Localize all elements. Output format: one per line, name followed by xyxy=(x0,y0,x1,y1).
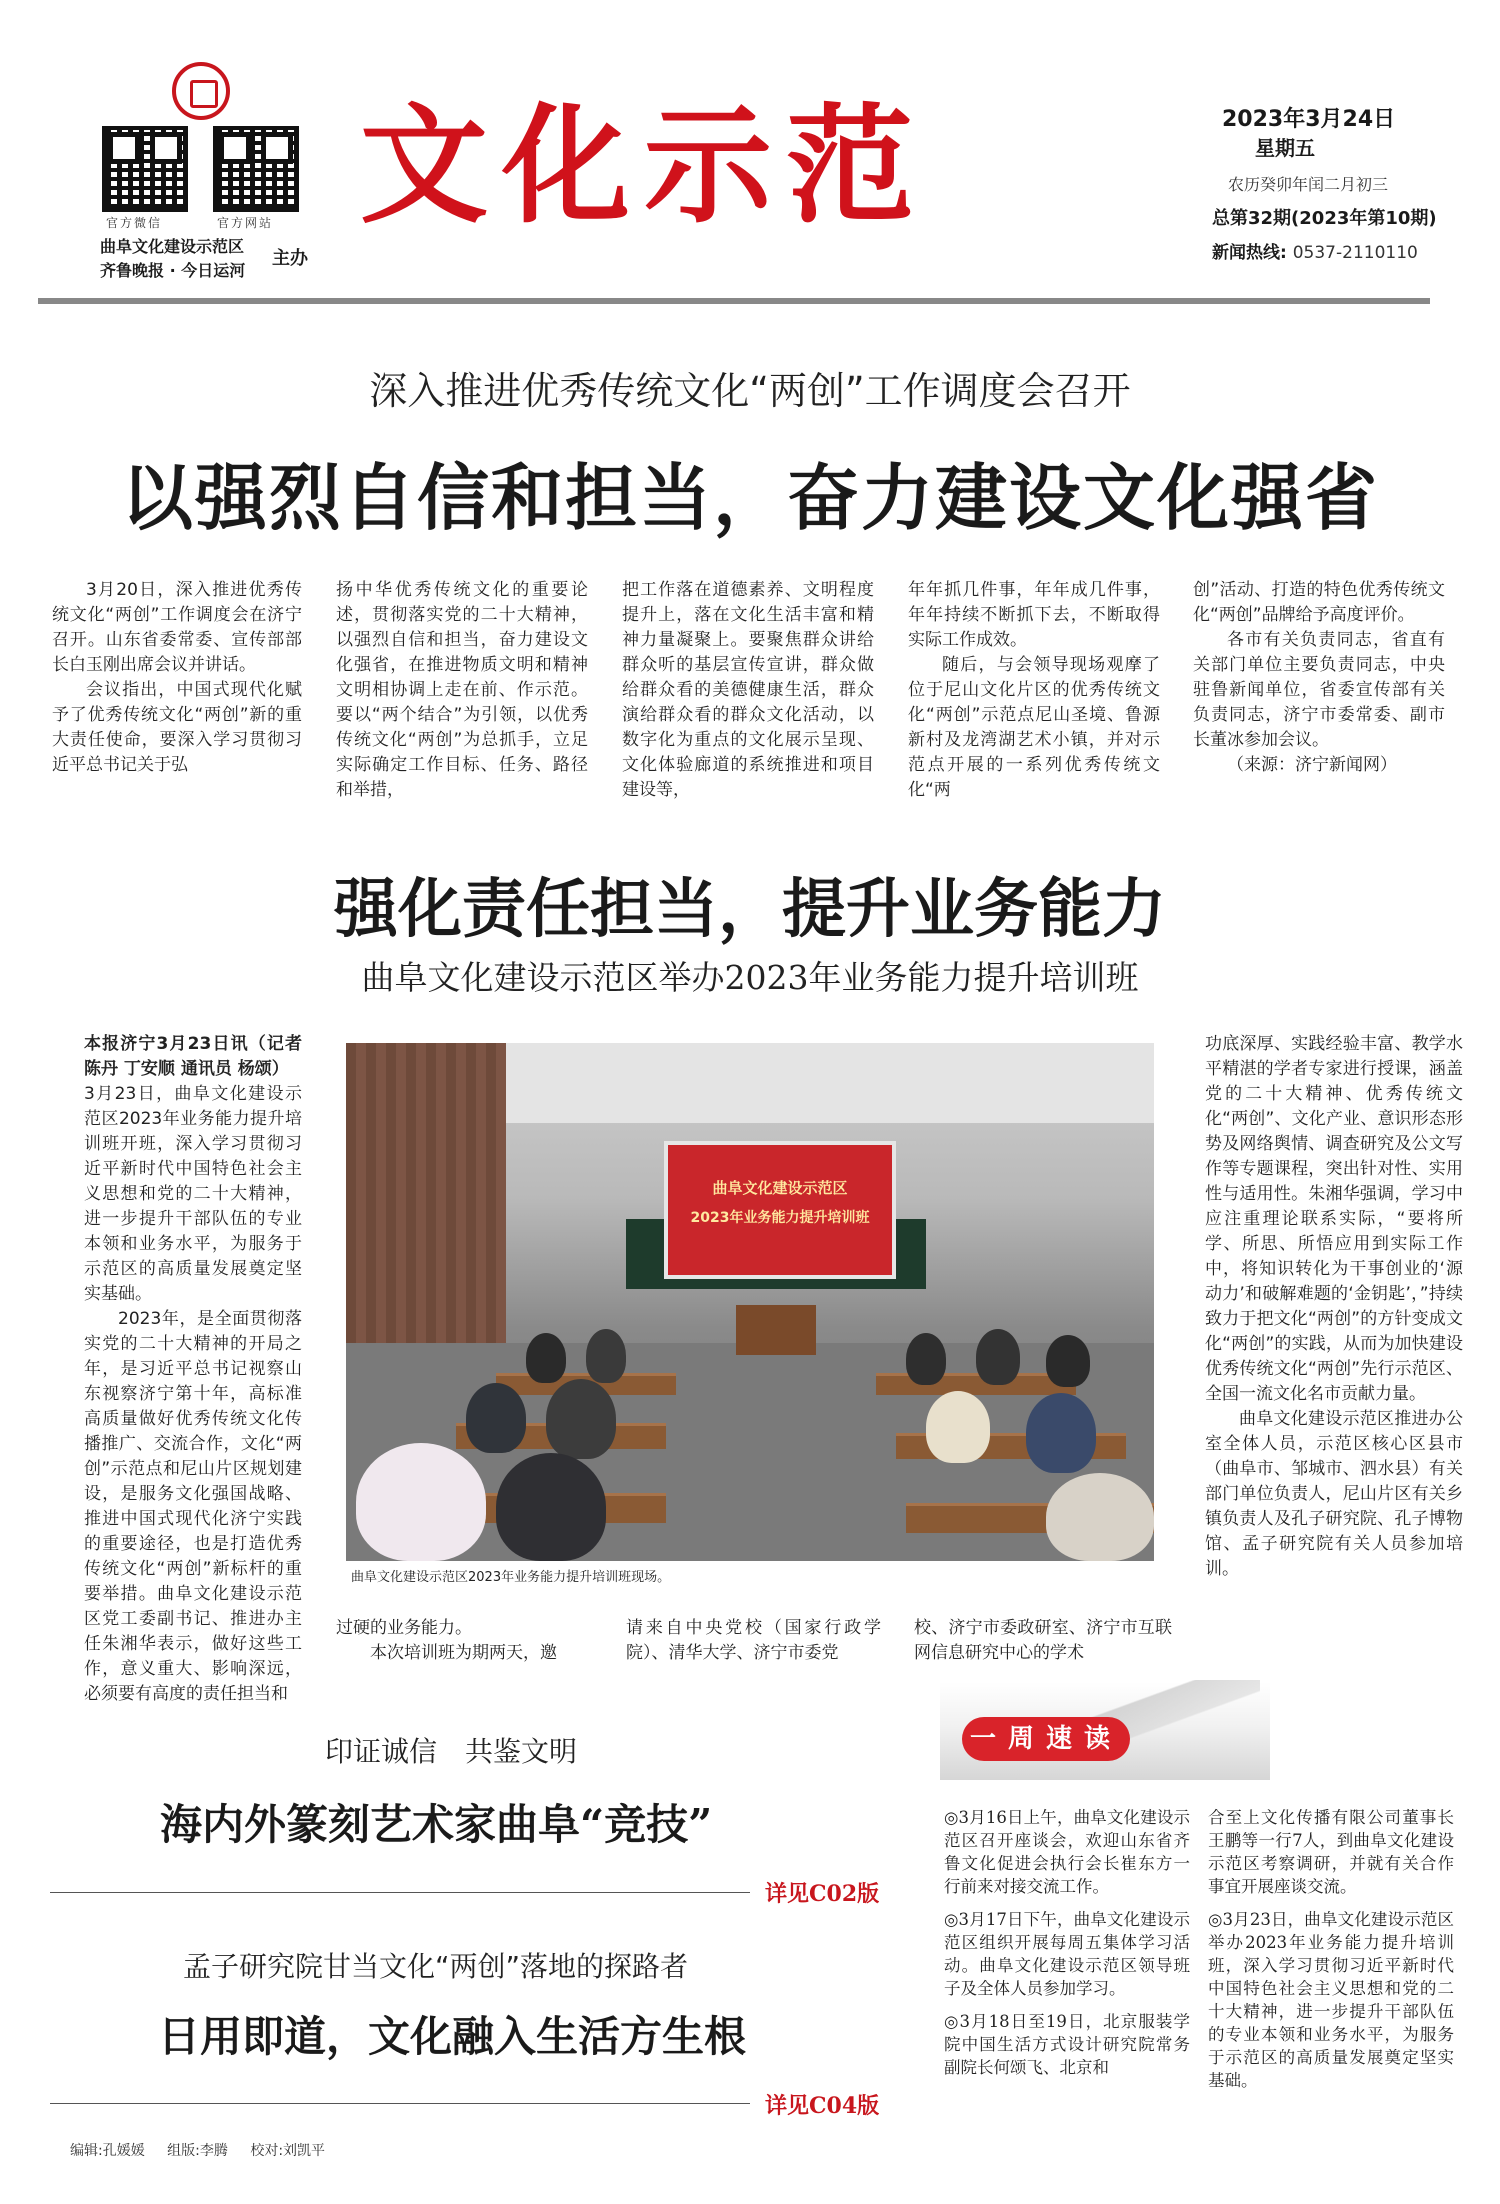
dateline: 本报济宁3月23日讯（记者 陈丹 丁安顺 通讯员 杨颂） xyxy=(84,1034,302,1079)
second-bottom-col-1 xyxy=(336,1616,588,1666)
second-bottom-col-3 xyxy=(914,1616,1172,1666)
issue-number: 总第32期(2023年第10期) xyxy=(1212,208,1437,229)
desk xyxy=(876,1373,1076,1395)
paragraph: 曲阜文化建设示范区推进办公室全体人员，示范区核心区县市（曲阜市、邹城市、泗水县）有关部门单位负责人，尼山片区有关乡镇负责人及孔子研究院、孔子博物馆、孟子研究院有关人员参加培训。 xyxy=(1205,1409,1463,1579)
paragraph: 3月23日，曲阜文化建设示范区2023年业务能力提升培训班开班，深入学习贯彻习近平新时代中国特色社会主义思想和党的二十大精神，进一步提升干部队伍的专业本领和业务水平，为服务于示范区的高质量发展奠定坚实基础。 xyxy=(84,1084,302,1304)
paragraph: 各市有关负责同志，省直有关部门单位主要负责同志，中央驻鲁新闻单位，省委宣传部有关负责同志，济宁市委常委、副市长董冰参加会议。 xyxy=(1193,630,1445,750)
wechat-qr-code[interactable] xyxy=(102,126,188,212)
digest-title: 一周速读 xyxy=(962,1717,1130,1761)
second-kicker: 曲阜文化建设示范区举办2023年业务能力提升培训班 xyxy=(361,958,1139,997)
teaser-2-kicker: 孟子研究院甘当文化“两创”落地的探路者 xyxy=(183,1950,689,1983)
second-headline: 强化责任担当，提升业务能力 xyxy=(334,872,1166,947)
lead-col-4 xyxy=(908,578,1160,803)
second-right-col xyxy=(1205,1032,1463,1582)
screen-title: 曲阜文化建设示范区 xyxy=(712,1179,848,1197)
lunar-date: 农历癸卯年闰二月初三 xyxy=(1228,175,1389,194)
credit-layout: 组版:李腾 xyxy=(167,2143,228,2159)
qr-caption-website: 官方网站 xyxy=(217,216,274,230)
attendee xyxy=(496,1453,606,1561)
paragraph: 扬中华优秀传统文化的重要论述，贯彻落实党的二十大精神，以强烈自信和担当，奋力建设文化强省，在推进物质文明和精神文明相协调上走在前、作示范。要以“两个结合”为引领，以优秀传统文化“两创”为总抓手，立足实际确定工作目标、任务、路径和举措， xyxy=(336,580,588,800)
paragraph: 2023年，是全面贯彻落实党的二十大精神的开局之年，是习近平总书记视察山东视察济宁第十年，高标准高质量做好优秀传统文化传播推广、交流合作，文化“两创”示范点和尼山片区规划建设，是服务文化强国战略、推进中国式现代化济宁实践的重要途径，也是打造优秀传统文化“两创”新标杆的重要举措。曲阜文化建设示范区党工委副书记、推进办主任朱湘华表示，做好这些工作，意义重大、影响深远，必须要有高度的责任担当和 xyxy=(84,1309,302,1704)
podium xyxy=(736,1305,816,1355)
paragraph: 请来自中央党校（国家行政学院）、清华大学、济宁市委党 xyxy=(626,1618,881,1663)
digest-left-col xyxy=(944,1806,1190,2079)
lead-col-3 xyxy=(622,578,874,803)
projection-screen xyxy=(664,1141,896,1279)
paragraph: 创”活动、打造的特色优秀传统文化“两创”品牌给予高度评价。 xyxy=(1193,580,1445,625)
attendee xyxy=(926,1391,990,1463)
teaser-1-kicker: 印证诚信 共鉴文明 xyxy=(325,1735,578,1768)
attendee xyxy=(976,1329,1020,1385)
qr-caption-wechat: 官方微信 xyxy=(106,216,163,230)
training-photo[interactable] xyxy=(346,1043,1154,1561)
attendee xyxy=(356,1443,486,1561)
paragraph: 本次培训班为期两天，邀 xyxy=(370,1643,557,1663)
teaser-2-page-link[interactable]: 详见C04版 xyxy=(765,2093,880,2119)
attendee xyxy=(906,1333,946,1385)
teaser-1-rule xyxy=(50,1892,750,1893)
lead-col-2 xyxy=(336,578,588,803)
paragraph: 校、济宁市委政研室、济宁市互联网信息研究中心的学术 xyxy=(914,1618,1172,1663)
ceiling xyxy=(506,1043,1154,1123)
teaser-2-headline[interactable]: 日用即道，文化融入生活方生根 xyxy=(158,2012,747,2061)
paragraph: 会议指出，中国式现代化赋予了优秀传统文化“两创”新的重大责任使命，要深入学习贯彻习近平总书记关于弘 xyxy=(52,680,302,775)
digest-item: 合至上文化传播有限公司董事长王鹏等一行7人，到曲阜文化建设示范区考察调研，并就有关合作事宜开展座谈交流。 xyxy=(1208,1808,1454,1896)
credit-editor: 编辑:孔媛媛 xyxy=(70,2143,145,2159)
website-qr-code[interactable] xyxy=(213,126,299,212)
paragraph: 功底深厚、实践经验丰富、教学水平精湛的学者专家进行授课，涵盖党的二十大精神、优秀传统文化“两创”、文化产业、意识形态形势及网络舆情、调查研究及公文写作等专题课程，突出针对性、实用性与适用性。朱湘华强调，学习中应注重理论联系实际，“要将所学、所思、所悟应用到实际工作中，将知识转化为干事创业的‘源动力’和破解难题的‘金钥匙’，”持续致力于把文化“两创”的方针变成文化“两创”的实践，从而为加快建设优秀传统文化“两创”先行示范区、全国一流文化名市贡献力量。 xyxy=(1205,1034,1463,1404)
lead-col-1 xyxy=(52,578,302,778)
page-credits xyxy=(70,2140,343,2160)
news-hotline xyxy=(1212,238,1418,263)
second-bottom-col-2 xyxy=(626,1616,881,1666)
photo-caption: 曲阜文化建设示范区2023年业务能力提升培训班现场。 xyxy=(351,1570,671,1585)
attendee xyxy=(1046,1473,1154,1561)
hotline-label: 新闻热线: xyxy=(1212,243,1287,263)
digest-item: ◎3月18日至19日，北京服装学院中国生活方式设计研究院常务副院长何颂飞、北京和 xyxy=(944,2012,1190,2077)
teaser-1-headline[interactable]: 海内外篆刻艺术家曲阜“竞技” xyxy=(160,1800,713,1849)
digest-right-col xyxy=(1208,1806,1454,2092)
teaser-1-page-link[interactable]: 详见C02版 xyxy=(765,1881,880,1907)
paragraph: 随后，与会领导现场观摩了位于尼山文化片区的优秀传统文化“两创”示范点尼山圣境、鲁源新村及龙湾湖艺术小镇，并对示范点开展的一系列优秀传统文化“两 xyxy=(908,655,1160,800)
second-left-col xyxy=(84,1032,302,1707)
source-note: （来源：济宁新闻网） xyxy=(1227,755,1397,775)
host-suffix: 主办 xyxy=(272,248,308,269)
host-org-2: 齐鲁晚报 · 今日运河 xyxy=(100,261,246,280)
screen-subtitle: 2023年业务能力提升培训班 xyxy=(690,1210,870,1226)
attendee xyxy=(526,1333,566,1383)
attendee xyxy=(586,1329,626,1383)
paragraph: 3月20日，深入推进优秀传统文化“两创”工作调度会在济宁召开。山东省委常委、宣传部部长白玉刚出席会议并讲话。 xyxy=(52,580,302,675)
attendee xyxy=(466,1383,526,1453)
lead-headline: 以强烈自信和担当，奋力建设文化强省 xyxy=(120,455,1379,540)
host-org-1: 曲阜文化建设示范区 xyxy=(100,237,245,256)
attendee xyxy=(1046,1335,1090,1387)
digest-item: ◎3月17日下午，曲阜文化建设示范区组织开展每周五集体学习活动。曲阜文化建设示范区领导班子及全体人员参加学习。 xyxy=(944,1910,1190,1998)
newspaper-title: 文化示范 xyxy=(360,92,929,241)
digest-item: ◎3月16日上午，曲阜文化建设示范区召开座谈会，欢迎山东省齐鲁文化促进会执行会长崔东方一行前来对接交流工作。 xyxy=(944,1808,1190,1896)
paragraph: 过硬的业务能力。 xyxy=(336,1618,472,1638)
attendee xyxy=(546,1379,616,1459)
attendee xyxy=(1026,1393,1096,1473)
masthead-divider xyxy=(38,298,1430,304)
issue-weekday: 星期五 xyxy=(1255,136,1315,160)
teaser-2-rule xyxy=(50,2103,750,2104)
paragraph: 年年抓几件事，年年成几件事，年年持续不断抓下去，不断取得实际工作成效。 xyxy=(908,580,1160,650)
credit-proofread: 校对:刘凯平 xyxy=(250,2143,326,2159)
issue-date: 2023年3月24日 xyxy=(1222,107,1396,132)
lead-col-5 xyxy=(1193,578,1445,778)
lead-kicker: 深入推进优秀传统文化“两创”工作调度会召开 xyxy=(369,369,1131,413)
newspaper-emblem-icon xyxy=(172,62,230,120)
hotline-number: 0537-2110110 xyxy=(1292,243,1418,263)
digest-item: ◎3月23日，曲阜文化建设示范区举办2023年业务能力提升培训班，深入学习贯彻习近平新时代中国特色社会主义思想和党的二十大精神，进一步提升干部队伍的专业本领和业务水平，为服务于示范区的高质量发展奠定坚实基础。 xyxy=(1208,1910,1454,2090)
paragraph: 把工作落在道德素养、文明程度提升上，落在文化生活丰富和精神力量凝聚上。要聚焦群众讲给群众听的基层宣传宣讲，群众做给群众看的美德健康生活，群众演给群众看的群众文化活动，以数字化为重点的文化展示呈现、文化体验廊道的系统推进和项目建设等， xyxy=(622,580,874,800)
